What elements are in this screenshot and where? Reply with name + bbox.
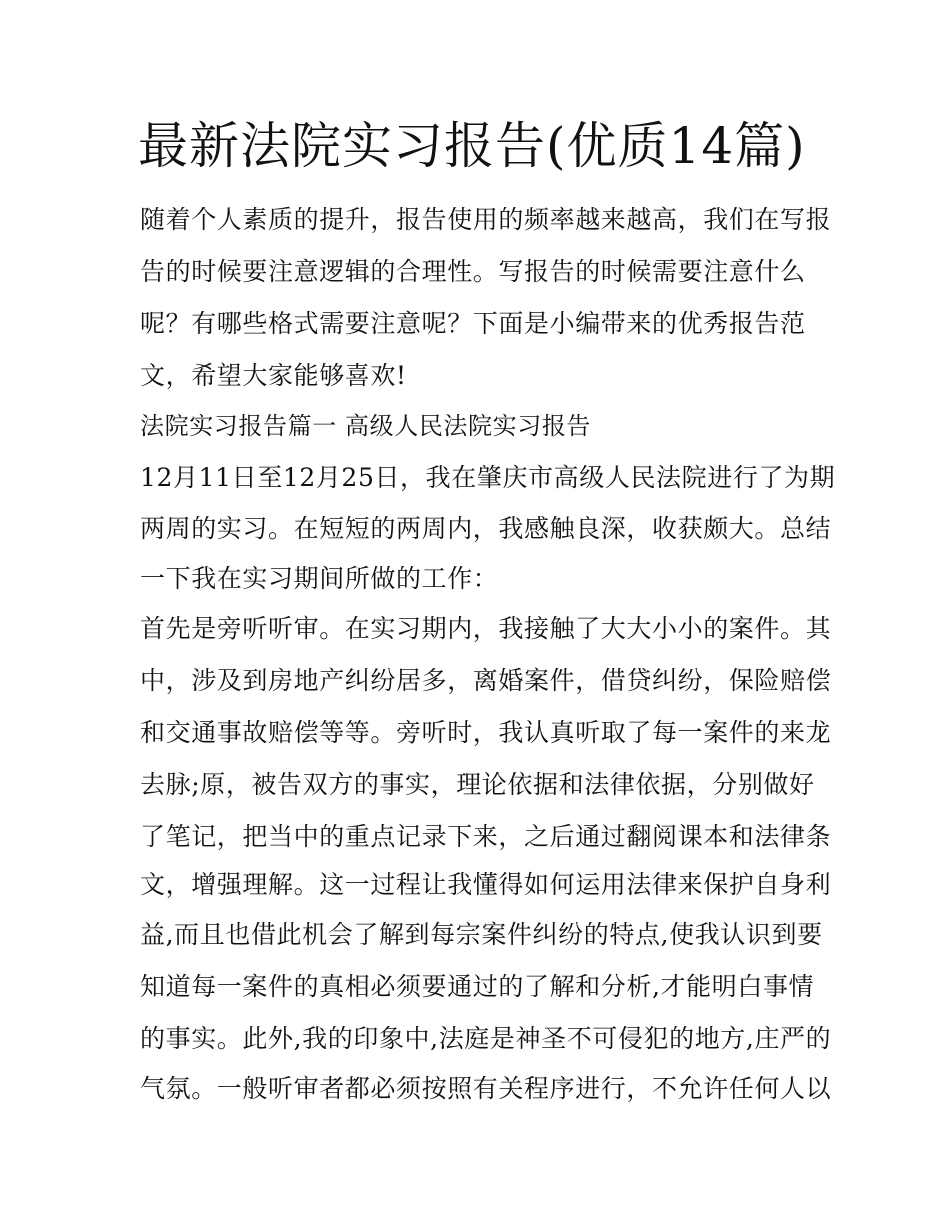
paragraph-line: 气氛。一般听审者都必须按照有关程序进行，不允许任何人以 bbox=[140, 1074, 832, 1103]
paragraph-line: 告的时候要注意逻辑的合理性。写报告的时候需要注意什么 bbox=[140, 257, 806, 286]
paragraph-line: 两周的实习。在短短的两周内，我感触良深，收获颇大。总结 bbox=[140, 514, 832, 543]
section-heading: 法院实习报告篇一 高级人民法院实习报告 bbox=[140, 412, 592, 440]
paragraph-line: 一下我在实习期间所做的工作： bbox=[140, 564, 499, 593]
paragraph-line: 随着个人素质的提升，报告使用的频率越来越高，我们在写报 bbox=[140, 205, 832, 234]
paragraph-line: 首先是旁听听审。在实习期内，我接触了大大小小的案件。其 bbox=[140, 614, 832, 643]
paragraph-line: 去脉;原，被告双方的事实，理论依据和法律依据，分别做好 bbox=[140, 770, 815, 799]
paragraph-line: 知道每一案件的真相必须要通过的了解和分析,才能明白事情 bbox=[140, 972, 815, 1001]
paragraph-line: 12月11日至12月25日，我在肇庆市高级人民法院进行了为期 bbox=[140, 463, 836, 492]
paragraph-line: 的事实。此外,我的印象中,法庭是神圣不可侵犯的地方,庄严的 bbox=[140, 1024, 832, 1053]
paragraph-line: 中，涉及到房地产纠纷居多，离婚案件，借贷纠纷，保险赔偿 bbox=[140, 666, 832, 695]
document-title: 最新法院实习报告(优质14篇) bbox=[138, 117, 806, 175]
paragraph-line: 了笔记，把当中的重点记录下来，之后通过翻阅课本和法律条 bbox=[140, 822, 832, 851]
paragraph-line: 和交通事故赔偿等等。旁听时，我认真听取了每一案件的来龙 bbox=[140, 718, 832, 747]
paragraph-line: 益,而且也借此机会了解到每宗案件纠纷的特点,使我认识到要 bbox=[140, 920, 823, 949]
paragraph-line: 文，希望大家能够喜欢! bbox=[140, 361, 407, 390]
paragraph-line: 呢？有哪些格式需要注意呢？下面是小编带来的优秀报告范 bbox=[140, 309, 806, 338]
paragraph-line: 文，增强理解。这一过程让我懂得如何运用法律来保护自身利 bbox=[140, 870, 832, 899]
